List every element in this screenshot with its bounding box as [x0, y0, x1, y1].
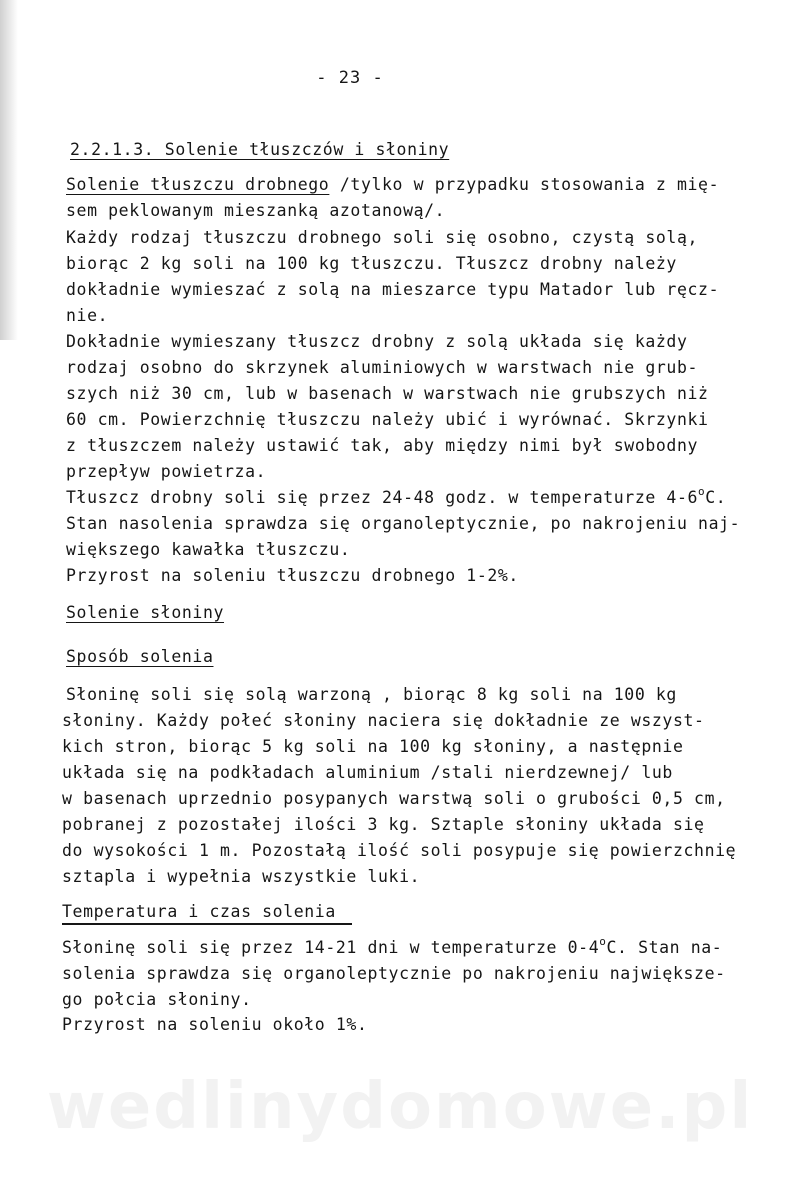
heading-underline — [62, 923, 352, 925]
degree-mark: o — [698, 485, 706, 498]
text-line: Przyrost na soleniu tłuszczu drobnego 1-2%. — [66, 566, 519, 585]
section-heading: 2.2.1.3. Solenie tłuszczów i słoniny — [70, 140, 450, 159]
temp-text: Tłuszcz drobny soli się przez 24-48 godz. w temperaturze 4-6 — [66, 488, 699, 507]
temperature-line — [62, 935, 723, 957]
text-line: go połcia słoniny. — [62, 990, 252, 1009]
text-line: pobranej z pozostałej ilości 3 kg. Sztaple słoniny układa się — [62, 815, 705, 834]
text-line: 60 cm. Powierzchnię tłuszczu należy ubić i wyrównać. Skrzynki — [66, 410, 709, 429]
text-line: sztapla i wypełnia wszystkie luki. — [62, 867, 421, 886]
text-line: rodzaj osobno do skrzynek aluminiowych w warstwach nie grub- — [66, 358, 699, 377]
watermark: wedlinydomowe.pl — [46, 1070, 754, 1144]
temp-unit: C. — [705, 488, 727, 507]
text-line: szych niż 30 cm, lub w basenach w warstwach nie grubszych niż — [66, 384, 709, 403]
text-line: Stan nasolenia sprawdza się organoleptycznie, po nakrojeniu naj- — [66, 514, 741, 533]
text-line: w basenach uprzednio posypanych warstwą soli o grubości 0,5 cm, — [62, 789, 726, 808]
text-line: sem peklowanym mieszanką azotanową/. — [66, 201, 446, 220]
text-line: Każdy rodzaj tłuszczu drobnego soli się osobno, czystą solą, — [66, 228, 699, 247]
text-line: układa się na podkładach aluminium /stali nierdzewnej/ lub — [62, 763, 673, 782]
text-line: solenia sprawdza się organoleptycznie po nakrojeniu największe- — [62, 964, 726, 983]
temp-text: Słoninę soli się przez 14-21 dni w temperaturze 0-4 — [62, 938, 600, 957]
text-line: Dokładnie wymieszany tłuszcz drobny z solą układa się każdy — [66, 332, 688, 351]
text-line: słoniny. Każdy połeć słoniny naciera się dokładnie ze wszyst- — [62, 711, 705, 730]
sub1-heading-rest: /tylko w przypadku stosowania z mię- — [329, 175, 720, 194]
degree-mark: o — [599, 935, 607, 948]
text-line: biorąc 2 kg soli na 100 kg tłuszczu. Tłuszcz drobny należy — [66, 254, 677, 273]
text-line: kich stron, biorąc 5 kg soli na 100 kg słoniny, a następnie — [62, 737, 684, 756]
text-line: przepływ powietrza. — [66, 462, 267, 481]
sub2-heading: Solenie słoniny — [66, 603, 225, 622]
temp-unit: C. Stan na- — [606, 938, 723, 957]
scan-margin-shadow — [0, 0, 18, 340]
sub1-first-line — [66, 175, 719, 194]
sub3-heading: Sposób solenia — [66, 647, 214, 666]
text-line: nie. — [66, 306, 109, 325]
text-line: Słoninę soli się solą warzoną , biorąc 8 kg soli na 100 kg — [66, 685, 677, 704]
text-line: Przyrost na soleniu około 1%. — [62, 1015, 368, 1034]
text-line: do wysokości 1 m. Pozostałą ilość soli posypuje się powierzchnię — [62, 841, 737, 860]
text-line: większego kawałka tłuszczu. — [66, 540, 351, 559]
temperature-line — [66, 485, 727, 507]
sub4-heading: Temperatura i czas solenia — [62, 902, 336, 921]
page-number: - 23 - — [316, 68, 384, 88]
text-line: dokładnie wymieszać z solą na mieszarce typu Matador lub ręcz- — [66, 280, 720, 299]
text-line: z tłuszczem należy ustawić tak, aby między nimi był swobodny — [66, 436, 699, 455]
sub1-heading: Solenie tłuszczu drobnego — [66, 175, 330, 194]
